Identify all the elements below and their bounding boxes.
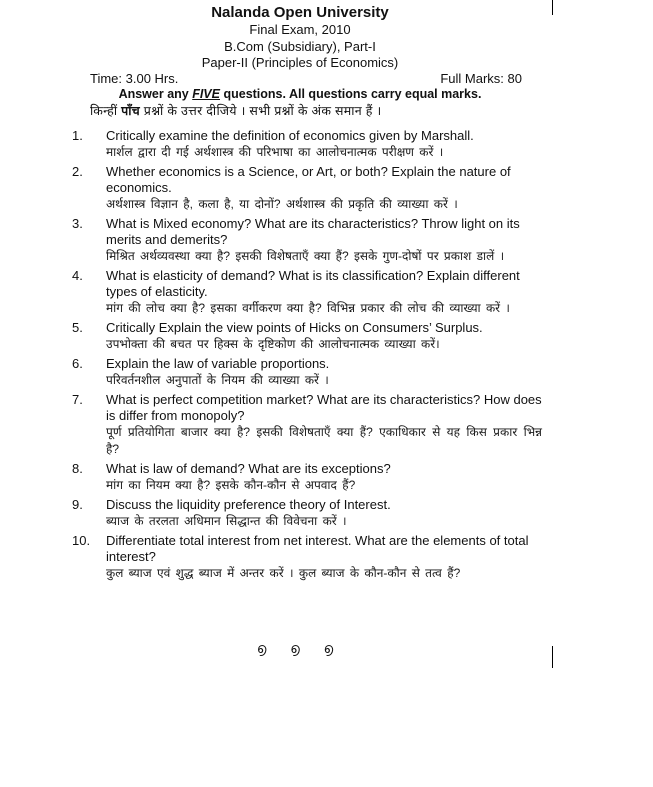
question-text-english: Discuss the liquidity preference theory of Interest. <box>106 497 391 512</box>
question-text-english: Critically examine the definition of economics given by Marshall. <box>106 128 474 143</box>
question-number: 1. <box>72 128 83 143</box>
question-text-english: Explain the law of variable proportions. <box>106 356 330 371</box>
university-title: Nalanda Open University <box>211 4 389 21</box>
question-item <box>72 497 542 530</box>
question-item <box>72 533 542 582</box>
question-text-english: What is law of demand? What are its exceptions? <box>106 461 391 476</box>
question-text-hindi: अर्थशास्त्र विज्ञान है, कला है, या दोनों? अर्थशास्त्र की प्रकृति की व्याख्या करें । <box>106 197 458 211</box>
question-text-english: Critically Explain the view points of Hicks on Consumers’ Surplus. <box>106 320 483 335</box>
question-item <box>72 164 542 213</box>
instr-en-after: questions. All questions carry equal marks. <box>220 87 482 101</box>
question-number: 8. <box>72 461 83 476</box>
instr-hi-after: प्रश्नों के उत्तर दीजिये । सभी प्रश्नों के अंक समान हैं । <box>140 104 382 118</box>
question-item <box>72 268 542 317</box>
question-number: 7. <box>72 392 83 407</box>
question-number: 10. <box>72 533 91 548</box>
question-item <box>72 128 542 161</box>
question-item <box>72 392 542 458</box>
instructions-english <box>0 87 600 101</box>
end-ornament: ൭ ൭ ൭ <box>256 640 344 656</box>
exam-meta <box>90 71 522 86</box>
instructions-hindi <box>90 102 520 119</box>
instr-hi-emphasis: पाँच <box>121 104 141 118</box>
question-number: 2. <box>72 164 83 179</box>
full-marks-label: Full Marks: 80 <box>440 71 522 86</box>
question-text-english: What is perfect competition market? What are its characteristics? How does is differ from monopoly? <box>106 392 542 423</box>
course-title: B.Com (Subsidiary), Part-I <box>224 39 376 54</box>
question-text-hindi: मिश्रित अर्थव्यवस्था क्या है? इसकी विशेषताएँ क्या हैं? इसके गुण-दोषों पर प्रकाश डालें । <box>106 249 505 263</box>
question-text-hindi: कुल ब्याज एवं शुद्ध ब्याज में अन्तर करें । कुल ब्याज के कौन-कौन से तत्व हैं? <box>106 566 461 580</box>
question-text-hindi: मार्शल द्वारा दी गई अर्थशास्त्र की परिभाषा का आलोचनात्मक परीक्षण करें । <box>106 145 444 159</box>
question-text-hindi: परिवर्तनशील अनुपातों के नियम की व्याख्या करें । <box>106 373 329 387</box>
exam-title: Final Exam, 2010 <box>249 22 351 37</box>
instr-en-before: Answer any <box>118 87 193 101</box>
question-text-hindi: मांग का नियम क्या है? इसके कौन-कौन से अपवाद हैं? <box>106 478 356 492</box>
time-label: Time: 3.00 Hrs. <box>90 71 179 86</box>
question-text-hindi: मांग की लोच क्या है? इसका वर्गीकरण क्या है? विभिन्न प्रकार की लोच की व्याख्या करें । <box>106 301 510 315</box>
question-text-english: What is Mixed economy? What are its characteristics? Throw light on its merits and demerits? <box>106 216 520 247</box>
question-text-english: Whether economics is a Science, or Art, or both? Explain the nature of economics. <box>106 164 511 195</box>
question-item <box>72 320 542 353</box>
question-text-hindi: ब्याज के तरलता अधिमान सिद्धान्त की विवेचना करें । <box>106 514 347 528</box>
question-number: 9. <box>72 497 83 512</box>
instr-en-emphasis: FIVE <box>192 87 220 101</box>
question-item <box>72 216 542 265</box>
paper-title: Paper-II (Principles of Economics) <box>201 55 399 70</box>
question-number: 3. <box>72 216 83 231</box>
question-list <box>72 128 542 585</box>
instr-hi-before: किन्हीं <box>90 104 122 118</box>
question-item <box>72 356 542 389</box>
question-item <box>72 461 542 494</box>
question-number: 4. <box>72 268 83 283</box>
question-text-english: What is elasticity of demand? What is its classification? Explain different types of elasticity. <box>106 268 520 299</box>
question-text-hindi: उपभोक्ता की बचत पर हिक्स के दृष्टिकोण की आलोचनात्मक व्याख्या करें। <box>106 337 440 351</box>
question-number: 5. <box>72 320 83 335</box>
question-number: 6. <box>72 356 83 371</box>
question-text-english: Differentiate total interest from net interest. What are the elements of total interest? <box>106 533 529 564</box>
question-text-hindi: पूर्ण प्रतियोगिता बाजार क्या है? इसकी विशेषताएँ क्या हैं? एकाधिकार से यह किस प्रकार भिन्न है? <box>106 425 542 456</box>
